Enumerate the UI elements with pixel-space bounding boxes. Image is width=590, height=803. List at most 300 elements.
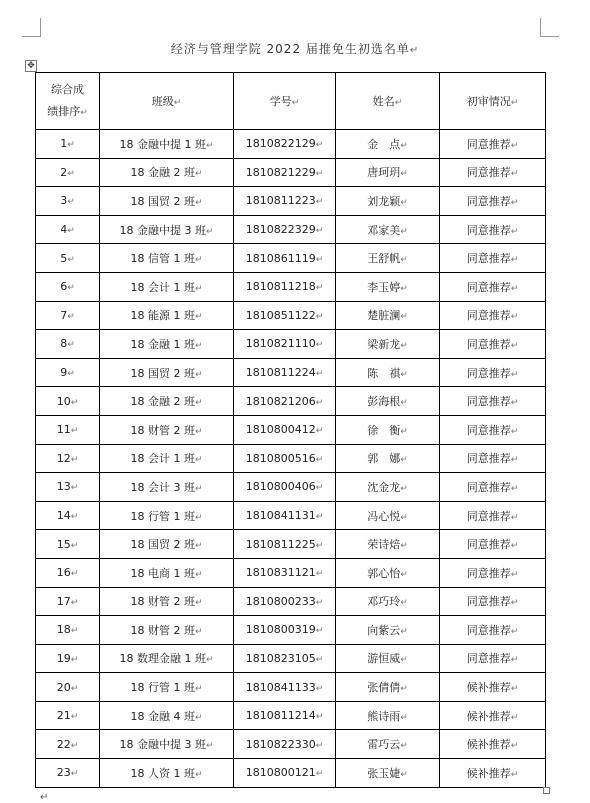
status-cell[interactable] (440, 644, 546, 673)
document-title (0, 40, 590, 57)
name-cell[interactable] (336, 244, 440, 273)
student-id-cell[interactable] (234, 530, 336, 559)
paragraph-mark-icon: ↵ (67, 283, 75, 294)
name-cell-text: 向紫云 (367, 623, 401, 637)
table-move-handle-icon[interactable]: ✥ (25, 60, 37, 72)
name-cell[interactable] (336, 158, 440, 187)
rank-cell[interactable] (36, 616, 100, 645)
class-cell[interactable] (100, 415, 234, 444)
paragraph-mark-icon: ↵ (510, 98, 519, 108)
paragraph-mark-icon: ↵ (194, 398, 203, 409)
paragraph-mark-icon: ↵ (400, 140, 408, 151)
paragraph-mark-icon: ↵ (315, 683, 324, 694)
rank-cell[interactable] (36, 387, 100, 416)
rank-cell-text: 7 (60, 308, 68, 322)
paragraph-mark-icon: ↵ (510, 712, 519, 723)
paragraph-mark-icon: ↵ (194, 598, 203, 609)
class-cell[interactable] (100, 616, 234, 645)
status-cell-text: 同意推荐 (466, 452, 511, 466)
class-cell-text: 18 行管 1 班 (130, 509, 195, 523)
table-row (36, 759, 546, 788)
status-cell[interactable] (440, 558, 546, 587)
status-cell[interactable] (440, 330, 546, 359)
student-id-cell-text: 1810800233 (245, 594, 316, 608)
student-id-cell-text: 1810800406 (245, 480, 316, 494)
rank-cell-text: 2 (60, 165, 68, 179)
paragraph-mark-icon: ↵ (510, 369, 519, 380)
status-cell-text: 同意推荐 (466, 652, 511, 666)
table-row (36, 444, 546, 473)
class-cell[interactable] (100, 501, 234, 530)
rank-cell-text: 10 (56, 394, 71, 408)
status-cell[interactable] (440, 244, 546, 273)
name-cell[interactable] (336, 701, 440, 730)
status-cell[interactable] (440, 673, 546, 702)
rank-cell-text: 11 (56, 423, 71, 437)
rank-cell[interactable] (36, 330, 100, 359)
paragraph-mark-icon: ↵ (510, 483, 519, 494)
table-row (36, 701, 546, 730)
rank-cell-text: 21 (56, 709, 71, 723)
paragraph-mark-icon: ↵ (194, 769, 203, 780)
table-row (36, 530, 546, 559)
paragraph-mark-icon: ↵ (194, 712, 203, 723)
name-cell[interactable] (336, 272, 440, 301)
rank-cell[interactable] (36, 415, 100, 444)
rank-cell[interactable] (36, 272, 100, 301)
paragraph-mark-icon: ↵ (70, 740, 79, 751)
student-id-cell[interactable] (234, 473, 336, 502)
status-cell-text: 同意推荐 (466, 538, 511, 552)
student-id-cell[interactable] (234, 587, 336, 616)
student-id-cell[interactable] (234, 759, 336, 788)
class-cell[interactable] (100, 759, 234, 788)
status-cell-text: 同意推荐 (466, 223, 511, 237)
status-cell[interactable] (440, 701, 546, 730)
student-id-cell[interactable] (234, 673, 336, 702)
student-id-cell-text: 1810800319 (245, 623, 316, 637)
paragraph-mark-icon: ↵ (315, 512, 324, 523)
rank-cell-text: 12 (56, 451, 71, 465)
name-cell[interactable] (336, 358, 440, 387)
paragraph-mark-icon: ↵ (510, 598, 519, 609)
class-cell[interactable] (100, 473, 234, 502)
name-cell-text: 冯心悦 (367, 509, 401, 523)
table-row (36, 415, 546, 444)
paragraph-mark-icon: ↵ (510, 626, 519, 637)
student-id-cell[interactable] (234, 501, 336, 530)
rank-cell-text: 5 (60, 251, 68, 265)
status-cell-text: 候补推荐 (466, 766, 511, 780)
header-status[interactable] (440, 73, 546, 130)
paragraph-mark-icon: ↵ (315, 540, 324, 551)
paragraph-mark-icon: ↵ (70, 626, 79, 637)
name-cell-text: 邓巧玲 (367, 595, 401, 609)
rank-cell-text: 20 (56, 680, 71, 694)
status-cell[interactable] (440, 759, 546, 788)
paragraph-mark-icon: ↵ (194, 483, 203, 494)
paragraph-mark-icon: ↵ (510, 398, 519, 409)
table-resize-handle[interactable] (543, 787, 550, 794)
status-cell-text: 同意推荐 (466, 566, 511, 580)
paragraph-mark-icon: ↵ (315, 140, 324, 151)
paragraph-mark-icon: ↵ (67, 226, 75, 237)
status-cell-text: 同意推荐 (466, 252, 511, 266)
paragraph-mark-icon: ↵ (315, 569, 324, 580)
rank-cell-text: 19 (56, 651, 71, 665)
student-id-cell[interactable] (234, 387, 336, 416)
header-status-label: 初审情况 (466, 95, 511, 108)
name-cell-text: 唐珂玥 (367, 166, 401, 180)
class-cell-text: 18 金融 1 班 (130, 337, 195, 351)
rank-cell[interactable] (36, 301, 100, 330)
class-cell[interactable] (100, 673, 234, 702)
student-id-cell[interactable] (234, 644, 336, 673)
paragraph-mark-icon: ↵ (67, 254, 75, 265)
name-cell-text: 楚脏澜 (367, 309, 401, 323)
paragraph-mark-icon: ↵ (80, 107, 88, 118)
paragraph-mark-icon: ↵ (409, 45, 420, 56)
class-cell-text: 18 金融中提 1 班 (119, 137, 206, 151)
header-student-id[interactable] (234, 73, 336, 130)
page-corner-mark-right (540, 18, 559, 37)
paragraph-mark-icon: ↵ (315, 369, 324, 380)
paragraph-mark-icon: ↵ (205, 226, 214, 237)
paragraph-mark-icon: ↵ (510, 283, 519, 294)
status-cell-text: 同意推荐 (466, 480, 511, 494)
name-cell-text: 彭海根 (367, 395, 401, 409)
paragraph-mark-icon: ↵ (400, 369, 408, 380)
student-id-cell[interactable] (234, 415, 336, 444)
paragraph-mark-icon: ↵ (194, 369, 203, 380)
paragraph-mark-icon: ↵ (70, 454, 79, 465)
status-cell[interactable] (440, 415, 546, 444)
paragraph-mark-icon: ↵ (40, 792, 49, 803)
table-body (36, 130, 546, 788)
student-id-cell[interactable] (234, 730, 336, 759)
candidate-table (35, 72, 546, 788)
paragraph-mark-icon: ↵ (70, 483, 79, 494)
paragraph-mark-icon: ↵ (194, 684, 203, 695)
status-cell[interactable] (440, 473, 546, 502)
name-cell[interactable] (336, 330, 440, 359)
paragraph-mark-icon: ↵ (70, 397, 79, 408)
student-id-cell-text: 1810821229 (245, 165, 316, 179)
paragraph-mark-icon: ↵ (510, 312, 519, 323)
student-id-cell[interactable] (234, 158, 336, 187)
paragraph-mark-icon: ↵ (400, 598, 408, 609)
paragraph-mark-icon: ↵ (194, 312, 203, 323)
class-cell[interactable] (100, 330, 234, 359)
status-cell-text: 同意推荐 (466, 194, 511, 208)
table-row (36, 272, 546, 301)
rank-cell-text: 13 (56, 480, 71, 494)
rank-cell-text: 6 (60, 280, 68, 294)
table-row (36, 644, 546, 673)
rank-cell[interactable] (36, 759, 100, 788)
name-cell-text: 郭 娜 (367, 452, 401, 466)
rank-cell[interactable] (36, 644, 100, 673)
name-cell[interactable] (336, 730, 440, 759)
status-cell-text: 候补推荐 (466, 681, 511, 695)
paragraph-mark-icon: ↵ (315, 254, 324, 265)
header-student-id-label: 学号 (269, 95, 292, 108)
name-cell[interactable] (336, 415, 440, 444)
student-id-cell-text: 1810831121 (245, 566, 316, 580)
table-row (36, 473, 546, 502)
name-cell[interactable] (336, 301, 440, 330)
class-cell-text: 18 能源 1 班 (130, 309, 195, 323)
rank-cell[interactable] (36, 130, 100, 159)
paragraph-mark-icon: ↵ (70, 769, 79, 780)
class-cell-text: 18 金融中提 3 班 (119, 738, 206, 752)
class-cell[interactable] (100, 187, 234, 216)
status-cell[interactable] (440, 272, 546, 301)
class-cell[interactable] (100, 644, 234, 673)
name-cell[interactable] (336, 616, 440, 645)
header-rank[interactable] (36, 73, 100, 130)
table-row (36, 358, 546, 387)
student-id-cell[interactable] (234, 358, 336, 387)
status-cell[interactable] (440, 130, 546, 159)
paragraph-mark-icon: ↵ (510, 455, 519, 466)
student-id-cell[interactable] (234, 330, 336, 359)
rank-cell[interactable] (36, 215, 100, 244)
class-cell-text: 18 会计 1 班 (130, 452, 195, 466)
student-id-cell-text: 1810821206 (245, 394, 316, 408)
paragraph-mark-icon: ↵ (400, 655, 408, 666)
paragraph-mark-icon: ↵ (510, 197, 519, 208)
paragraph-mark-icon: ↵ (315, 712, 324, 723)
paragraph-mark-icon: ↵ (510, 569, 519, 580)
paragraph-mark-icon: ↵ (205, 655, 214, 666)
rank-cell[interactable] (36, 473, 100, 502)
class-cell[interactable] (100, 387, 234, 416)
status-cell[interactable] (440, 158, 546, 187)
rank-cell-text: 3 (60, 194, 68, 208)
rank-cell[interactable] (36, 444, 100, 473)
rank-cell[interactable] (36, 530, 100, 559)
student-id-cell-text: 1810811225 (245, 537, 316, 551)
student-id-cell-text: 1810800412 (245, 423, 316, 437)
paragraph-mark-icon: ↵ (194, 626, 203, 637)
status-cell[interactable] (440, 616, 546, 645)
rank-cell[interactable] (36, 244, 100, 273)
class-cell[interactable] (100, 558, 234, 587)
name-cell[interactable] (336, 673, 440, 702)
rank-cell-text: 8 (60, 337, 68, 351)
name-cell-text: 熊诗雨 (367, 709, 401, 723)
class-cell[interactable] (100, 301, 234, 330)
name-cell[interactable] (336, 187, 440, 216)
student-id-cell-text: 1810811218 (245, 280, 316, 294)
name-cell-text: 梁新龙 (367, 337, 401, 351)
student-id-cell[interactable] (234, 244, 336, 273)
header-class[interactable] (100, 73, 234, 130)
class-cell[interactable] (100, 444, 234, 473)
paragraph-mark-icon: ↵ (315, 483, 324, 494)
paragraph-mark-icon: ↵ (400, 769, 408, 780)
name-cell[interactable] (336, 530, 440, 559)
student-id-cell-text: 1810841131 (245, 509, 316, 523)
status-cell[interactable] (440, 530, 546, 559)
paragraph-mark-icon: ↵ (194, 512, 203, 523)
paragraph-mark-icon: ↵ (315, 769, 324, 780)
paragraph-mark-icon: ↵ (315, 283, 324, 294)
class-cell-text: 18 行管 1 班 (130, 681, 195, 695)
rank-cell-text: 16 (56, 566, 71, 580)
table-row (36, 587, 546, 616)
name-cell[interactable] (336, 644, 440, 673)
rank-cell[interactable] (36, 558, 100, 587)
paragraph-mark-icon: ↵ (194, 169, 203, 180)
status-cell[interactable] (440, 444, 546, 473)
rank-cell[interactable] (36, 187, 100, 216)
name-cell-text: 游恒威 (367, 652, 401, 666)
rank-cell[interactable] (36, 701, 100, 730)
paragraph-mark-icon: ↵ (70, 683, 79, 694)
header-name[interactable] (336, 73, 440, 130)
student-id-cell[interactable] (234, 444, 336, 473)
status-cell[interactable] (440, 187, 546, 216)
header-class-label: 班级 (151, 95, 174, 108)
table-row (36, 501, 546, 530)
paragraph-mark-icon: ↵ (315, 740, 324, 751)
student-id-cell[interactable] (234, 616, 336, 645)
table-row (36, 330, 546, 359)
status-cell[interactable] (440, 730, 546, 759)
table-row (36, 558, 546, 587)
paragraph-mark-icon: ↵ (315, 168, 324, 179)
name-cell[interactable] (336, 587, 440, 616)
rank-cell[interactable] (36, 358, 100, 387)
name-cell[interactable] (336, 759, 440, 788)
class-cell[interactable] (100, 358, 234, 387)
class-cell-text: 18 财管 2 班 (130, 623, 195, 637)
name-cell[interactable] (336, 444, 440, 473)
class-cell-text: 18 会计 1 班 (130, 280, 195, 294)
paragraph-mark-icon: ↵ (400, 712, 408, 723)
name-cell[interactable] (336, 387, 440, 416)
name-cell[interactable] (336, 130, 440, 159)
name-cell[interactable] (336, 473, 440, 502)
document-title-text: 经济与管理学院 2022 届推免生初选名单 (170, 42, 410, 56)
name-cell-text: 荣诗焙 (367, 538, 401, 552)
class-cell-text: 18 金融中提 3 班 (119, 223, 206, 237)
paragraph-mark-icon: ↵ (394, 98, 403, 108)
name-cell[interactable] (336, 501, 440, 530)
class-cell-text: 18 金融 4 班 (130, 709, 195, 723)
table-row (36, 158, 546, 187)
paragraph-mark-icon: ↵ (194, 426, 203, 437)
paragraph-mark-icon: ↵ (400, 684, 408, 695)
paragraph-mark-icon: ↵ (70, 597, 79, 608)
paragraph-mark-icon: ↵ (510, 684, 519, 695)
student-id-cell[interactable] (234, 558, 336, 587)
paragraph-mark-icon: ↵ (400, 626, 408, 637)
paragraph-mark-icon: ↵ (315, 340, 324, 351)
paragraph-mark-icon: ↵ (400, 426, 408, 437)
student-id-cell[interactable] (234, 301, 336, 330)
student-id-cell[interactable] (234, 701, 336, 730)
paragraph-mark-icon: ↵ (67, 168, 75, 179)
name-cell-text: 金 点 (367, 137, 401, 151)
table-row (36, 130, 546, 159)
paragraph-mark-icon: ↵ (67, 140, 75, 151)
class-cell[interactable] (100, 530, 234, 559)
student-id-cell-text: 1810822330 (245, 737, 316, 751)
class-cell-text: 18 国贸 2 班 (130, 538, 195, 552)
class-cell[interactable] (100, 272, 234, 301)
status-cell-text: 候补推荐 (466, 709, 511, 723)
class-cell[interactable] (100, 158, 234, 187)
student-id-cell-text: 1810821110 (245, 337, 316, 351)
table-row (36, 616, 546, 645)
student-id-cell-text: 1810800121 (245, 766, 316, 780)
student-id-cell-text: 1810822129 (245, 137, 316, 151)
rank-cell[interactable] (36, 587, 100, 616)
student-id-cell[interactable] (234, 187, 336, 216)
student-id-cell[interactable] (234, 130, 336, 159)
paragraph-mark-icon: ↵ (315, 597, 324, 608)
status-cell[interactable] (440, 301, 546, 330)
paragraph-mark-icon: ↵ (510, 741, 519, 752)
paragraph-mark-icon: ↵ (315, 426, 324, 437)
class-cell[interactable] (100, 587, 234, 616)
rank-cell[interactable] (36, 501, 100, 530)
paragraph-mark-icon: ↵ (67, 369, 75, 380)
paragraph-mark-icon: ↵ (400, 255, 408, 266)
class-cell-text: 18 电商 1 班 (130, 566, 195, 580)
class-cell[interactable] (100, 701, 234, 730)
student-id-cell[interactable] (234, 215, 336, 244)
rank-cell[interactable] (36, 158, 100, 187)
paragraph-mark-icon: ↵ (194, 340, 203, 351)
rank-cell-text: 17 (56, 594, 71, 608)
table-row (36, 244, 546, 273)
rank-cell[interactable] (36, 673, 100, 702)
table-row (36, 730, 546, 759)
status-cell[interactable] (440, 587, 546, 616)
class-cell-text: 18 金融 2 班 (130, 166, 195, 180)
name-cell-text: 邓家美 (367, 223, 401, 237)
class-cell[interactable] (100, 730, 234, 759)
paragraph-mark-icon: ↵ (510, 226, 519, 237)
rank-cell[interactable] (36, 730, 100, 759)
class-cell[interactable] (100, 244, 234, 273)
status-cell[interactable] (440, 358, 546, 387)
paragraph-mark-icon: ↵ (315, 626, 324, 637)
rank-cell-text: 22 (56, 737, 71, 751)
status-cell-text: 同意推荐 (466, 137, 511, 151)
paragraph-mark-icon: ↵ (315, 311, 324, 322)
class-cell-text: 18 金融 2 班 (130, 395, 195, 409)
class-cell-text: 18 国贸 2 班 (130, 366, 195, 380)
paragraph-mark-icon: ↵ (400, 398, 408, 409)
paragraph-mark-icon: ↵ (70, 540, 79, 551)
name-cell[interactable] (336, 215, 440, 244)
student-id-cell[interactable] (234, 272, 336, 301)
class-cell[interactable] (100, 130, 234, 159)
name-cell[interactable] (336, 558, 440, 587)
paragraph-mark-icon: ↵ (400, 541, 408, 552)
status-cell[interactable] (440, 387, 546, 416)
class-cell[interactable] (100, 215, 234, 244)
status-cell[interactable] (440, 501, 546, 530)
status-cell[interactable] (440, 215, 546, 244)
status-cell-text: 候补推荐 (466, 738, 511, 752)
paragraph-mark-icon: ↵ (67, 340, 75, 351)
